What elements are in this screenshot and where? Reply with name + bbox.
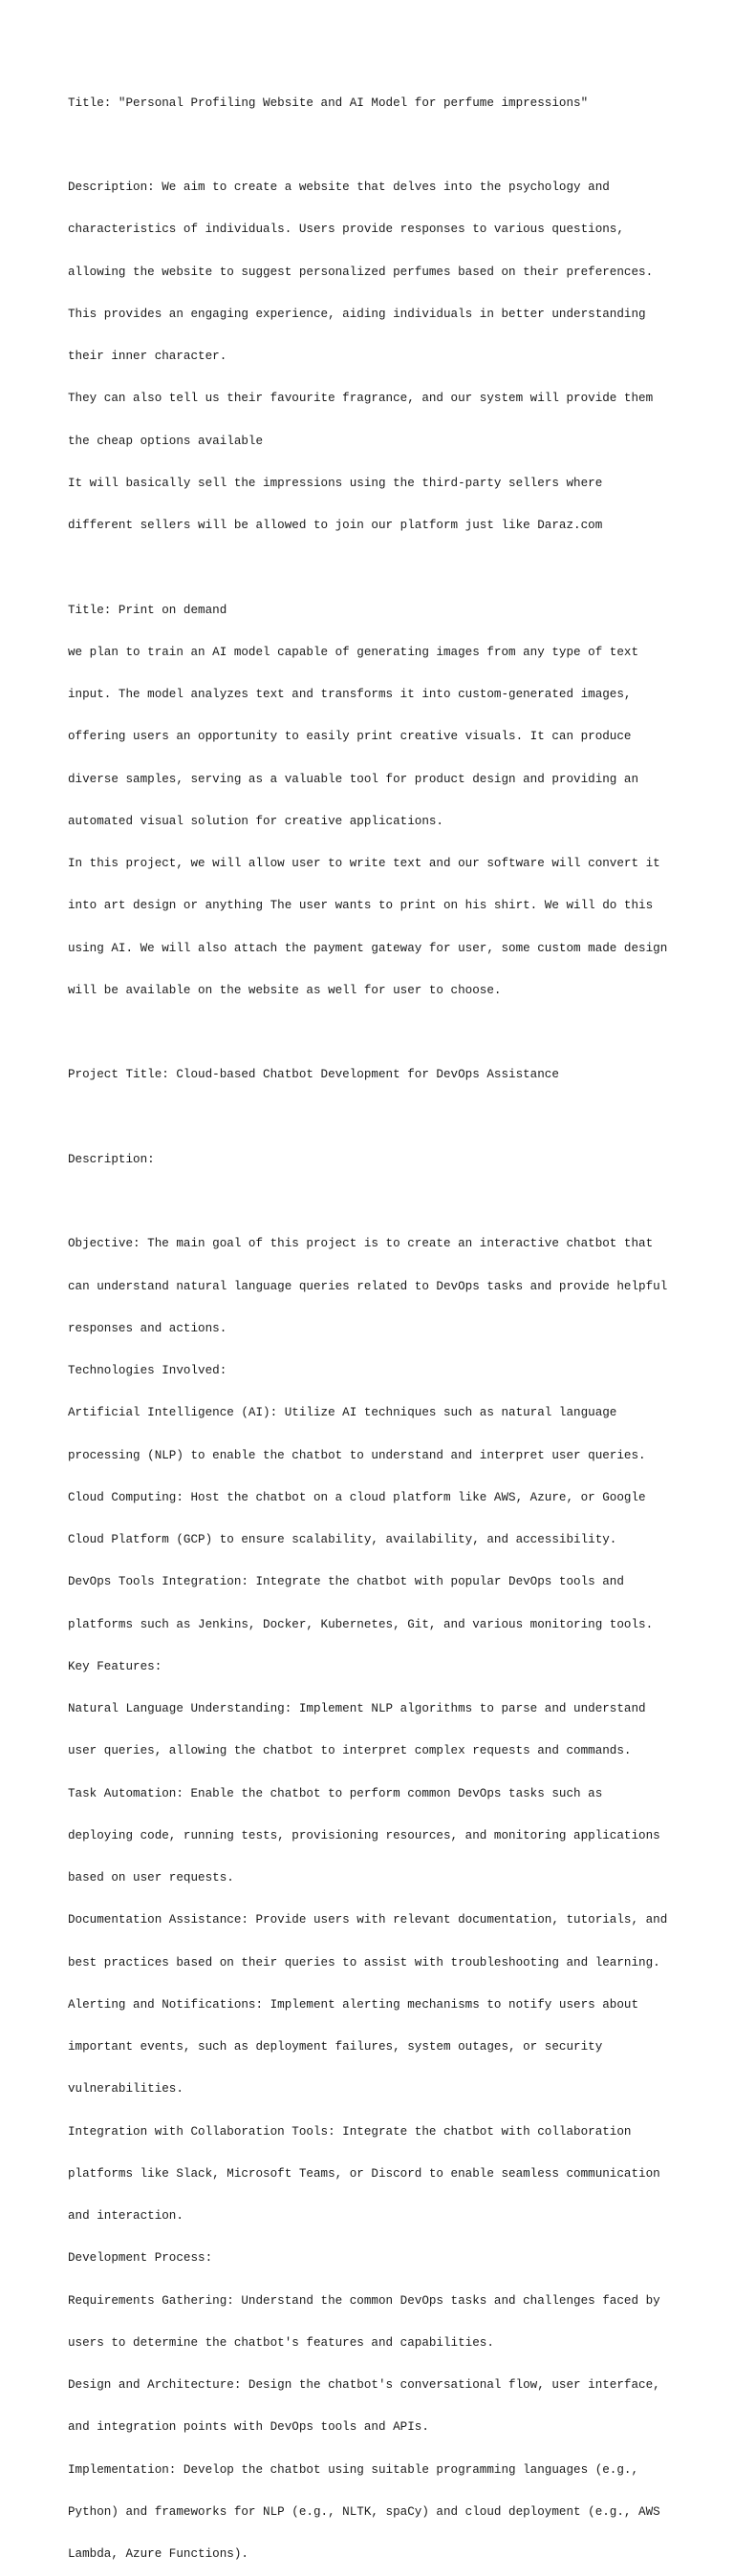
text-line: responses and actions. [68,1321,227,1335]
text-line: vulnerabilities. [68,2082,184,2097]
text-line: Cloud Computing: Host the chatbot on a cloud platform like AWS, Azure, or Google [68,1490,646,1504]
title-chatbot: Project Title: Cloud-based Chatbot Development for DevOps Assistance [68,1068,559,1082]
description-heading: Description: [68,1152,155,1166]
text-line: we plan to train an AI model capable of generating images from any type of text [68,645,639,659]
text-line: users to determine the chatbot's features and capabilities. [68,2335,494,2350]
title-perfume: Title: "Personal Profiling Website and AI Model for perfume impressions" [68,96,589,110]
text-line: Development Process: [68,2251,213,2266]
text-line: best practices based on their queries to assist with troubleshooting and learning. [68,1955,660,1969]
text-line: different sellers will be allowed to join our platform just like Daraz.com [68,519,603,532]
blank-line [68,1195,699,1209]
blank-line [68,561,699,575]
text-line: Design and Architecture: Design the chatbot's conversational flow, user interface, [68,2378,660,2392]
text-line: using AI. We will also attach the payment gateway for user, some custom made design [68,941,668,955]
text-line: allowing the website to suggest personalized perfumes based on their preferences. [68,265,654,279]
text-line: It will basically sell the impressions using the third-party sellers where [68,476,603,490]
blank-line [68,1026,699,1040]
text-line: Integration with Collaboration Tools: Integrate the chatbot with collaboration [68,2124,632,2139]
text-line: user queries, allowing the chatbot to interpret complex requests and commands. [68,1744,632,1758]
document-page [68,68,699,2576]
text-line: Alerting and Notifications: Implement alerting mechanisms to notify users about [68,1997,639,2012]
text-line: the cheap options available [68,434,264,448]
text-line: offering users an opportunity to easily print creative visuals. It can produce [68,730,632,744]
text-line: input. The model analyzes text and transforms it into custom-generated images, [68,688,632,701]
text-line: diverse samples, serving as a valuable tool for product design and providing an [68,772,639,786]
text-line: platforms like Slack, Microsoft Teams, or Discord to enable seamless communication [68,2166,660,2181]
text-line: Description: We aim to create a website that delves into the psychology and [68,181,610,194]
text-line: based on user requests. [68,1871,234,1884]
text-line: characteristics of individuals. Users provide responses to various questions, [68,223,624,237]
text-line: They can also tell us their favourite fragrance, and our system will provide them [68,392,654,406]
text-line: deploying code, running tests, provisioning resources, and monitoring applications [68,1828,660,1842]
text-line: platforms such as Jenkins, Docker, Kubernetes, Git, and various monitoring tools. [68,1617,654,1631]
text-line: Artificial Intelligence (AI): Utilize AI techniques such as natural language [68,1406,617,1420]
text-line: and interaction. [68,2209,184,2223]
text-line: This provides an engaging experience, aiding individuals in better understanding [68,307,646,321]
text-line: DevOps Tools Integration: Integrate the chatbot with popular DevOps tools and [68,1575,624,1589]
text-line: and integration points with DevOps tools and APIs. [68,2420,429,2435]
text-line: Task Automation: Enable the chatbot to perform common DevOps tasks such as [68,1786,603,1800]
text-line: Requirements Gathering: Understand the common DevOps tasks and challenges faced by [68,2293,660,2308]
text-line: their inner character. [68,350,227,363]
blank-line [68,1111,699,1125]
text-line: Key Features: [68,1659,162,1673]
blank-line [68,138,699,153]
text-line: Technologies Involved: [68,1364,227,1377]
text-line: In this project, we will allow user to write text and our software will convert it [68,857,660,870]
text-line: will be available on the website as well for user to choose. [68,983,502,997]
text-line: can understand natural language queries related to DevOps tasks and provide helpful [68,1279,668,1293]
text-line: Lambda, Azure Functions). [68,2547,248,2561]
text-line: automated visual solution for creative applications. [68,814,443,828]
text-line: Python) and frameworks for NLP (e.g., NLTK, spaCy) and cloud deployment (e.g., AWS [68,2504,660,2519]
title-print-on-demand: Title: Print on demand [68,603,227,617]
text-line: processing (NLP) to enable the chatbot to understand and interpret user queries. [68,1448,646,1462]
text-line: important events, such as deployment failures, system outages, or security [68,2040,603,2054]
text-line: into art design or anything The user wants to print on his shirt. We will do this [68,899,654,913]
text-line: Documentation Assistance: Provide users with relevant documentation, tutorials, and [68,1913,668,1927]
text-line: Natural Language Understanding: Implement NLP algorithms to parse and understand [68,1702,646,1715]
text-line: Cloud Platform (GCP) to ensure scalability, availability, and accessibility. [68,1533,617,1546]
text-line: Implementation: Develop the chatbot using suitable programming languages (e.g., [68,2462,639,2477]
text-line: Objective: The main goal of this project is to create an interactive chatbot that [68,1237,654,1251]
